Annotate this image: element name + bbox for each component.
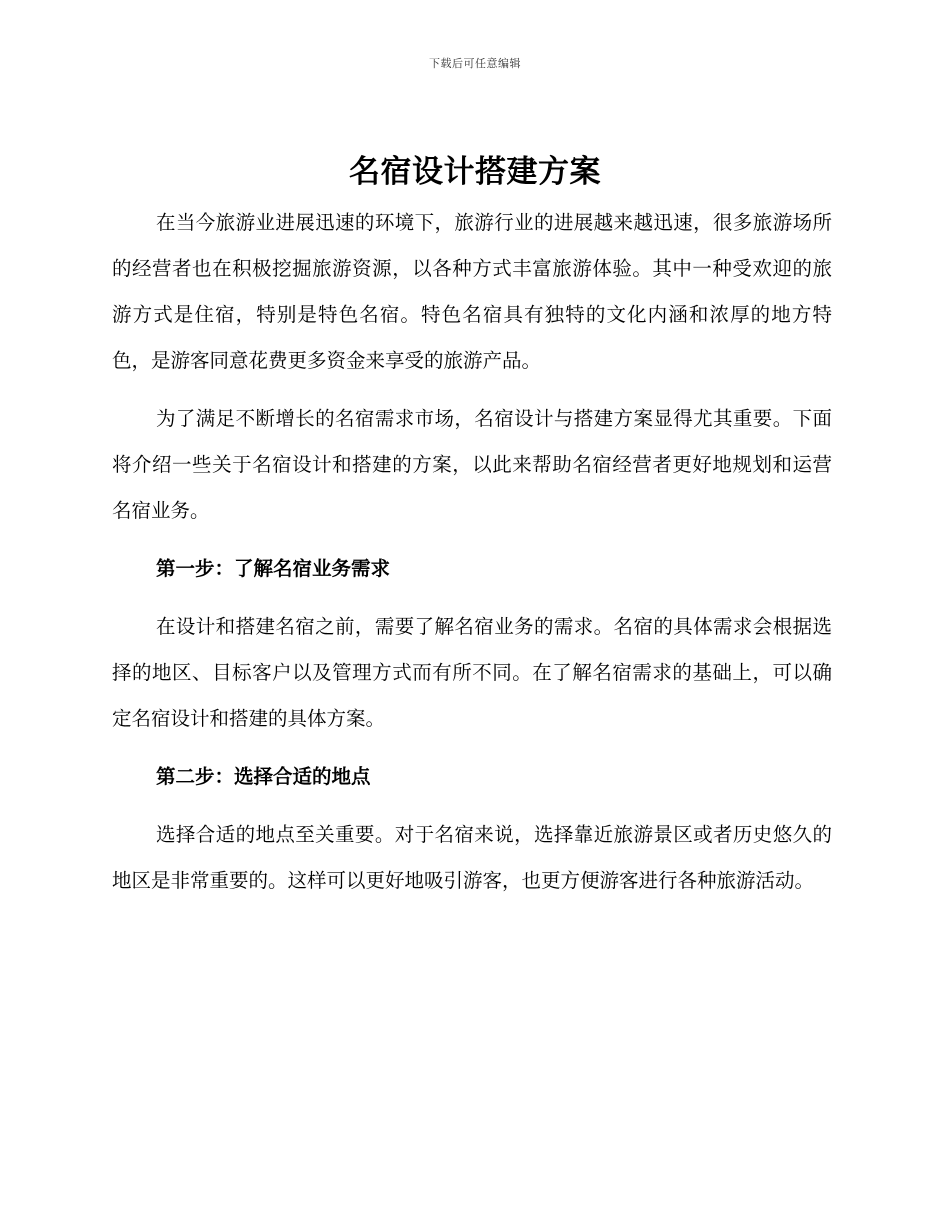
intro-paragraph-1: 在当今旅游业进展迅速的环境下，旅游行业的进展越来越迅速，很多旅游场所的经营者也在积极挖掘旅游资源，以各种方式丰富旅游体验。其中一种受欢迎的旅游方式是住宿，特别是特色名宿。特色名宿具有独特的文化内涵和浓厚的地方特色，是游客同意花费更多资金来享受的旅游产品。 [112, 211, 832, 372]
document-body [112, 200, 832, 904]
step2-heading: 第二步：选择合适的地点 [156, 765, 371, 788]
header-note: 下载后可任意编辑 [429, 57, 521, 70]
step1-paragraph: 在设计和搭建名宿之前，需要了解名宿业务的需求。名宿的具体需求会根据选择的地区、目标客户以及管理方式而有所不同。在了解名宿需求的基础上，可以确定名宿设计和搭建的具体方案。 [112, 615, 832, 730]
intro-paragraph-2: 为了满足不断增长的名宿需求市场，名宿设计与搭建方案显得尤其重要。下面将介绍一些关于名宿设计和搭建的方案，以此来帮助名宿经营者更好地规划和运营名宿业务。 [112, 407, 832, 522]
step1-heading: 第一步：了解名宿业务需求 [156, 557, 391, 580]
step2-paragraph: 选择合适的地点至关重要。对于名宿来说，选择靠近旅游景区或者历史悠久的地区是非常重要的。这样可以更好地吸引游客，也更方便游客进行各种旅游活动。 [112, 823, 832, 892]
document-title: 名宿设计搭建方案 [349, 154, 601, 190]
